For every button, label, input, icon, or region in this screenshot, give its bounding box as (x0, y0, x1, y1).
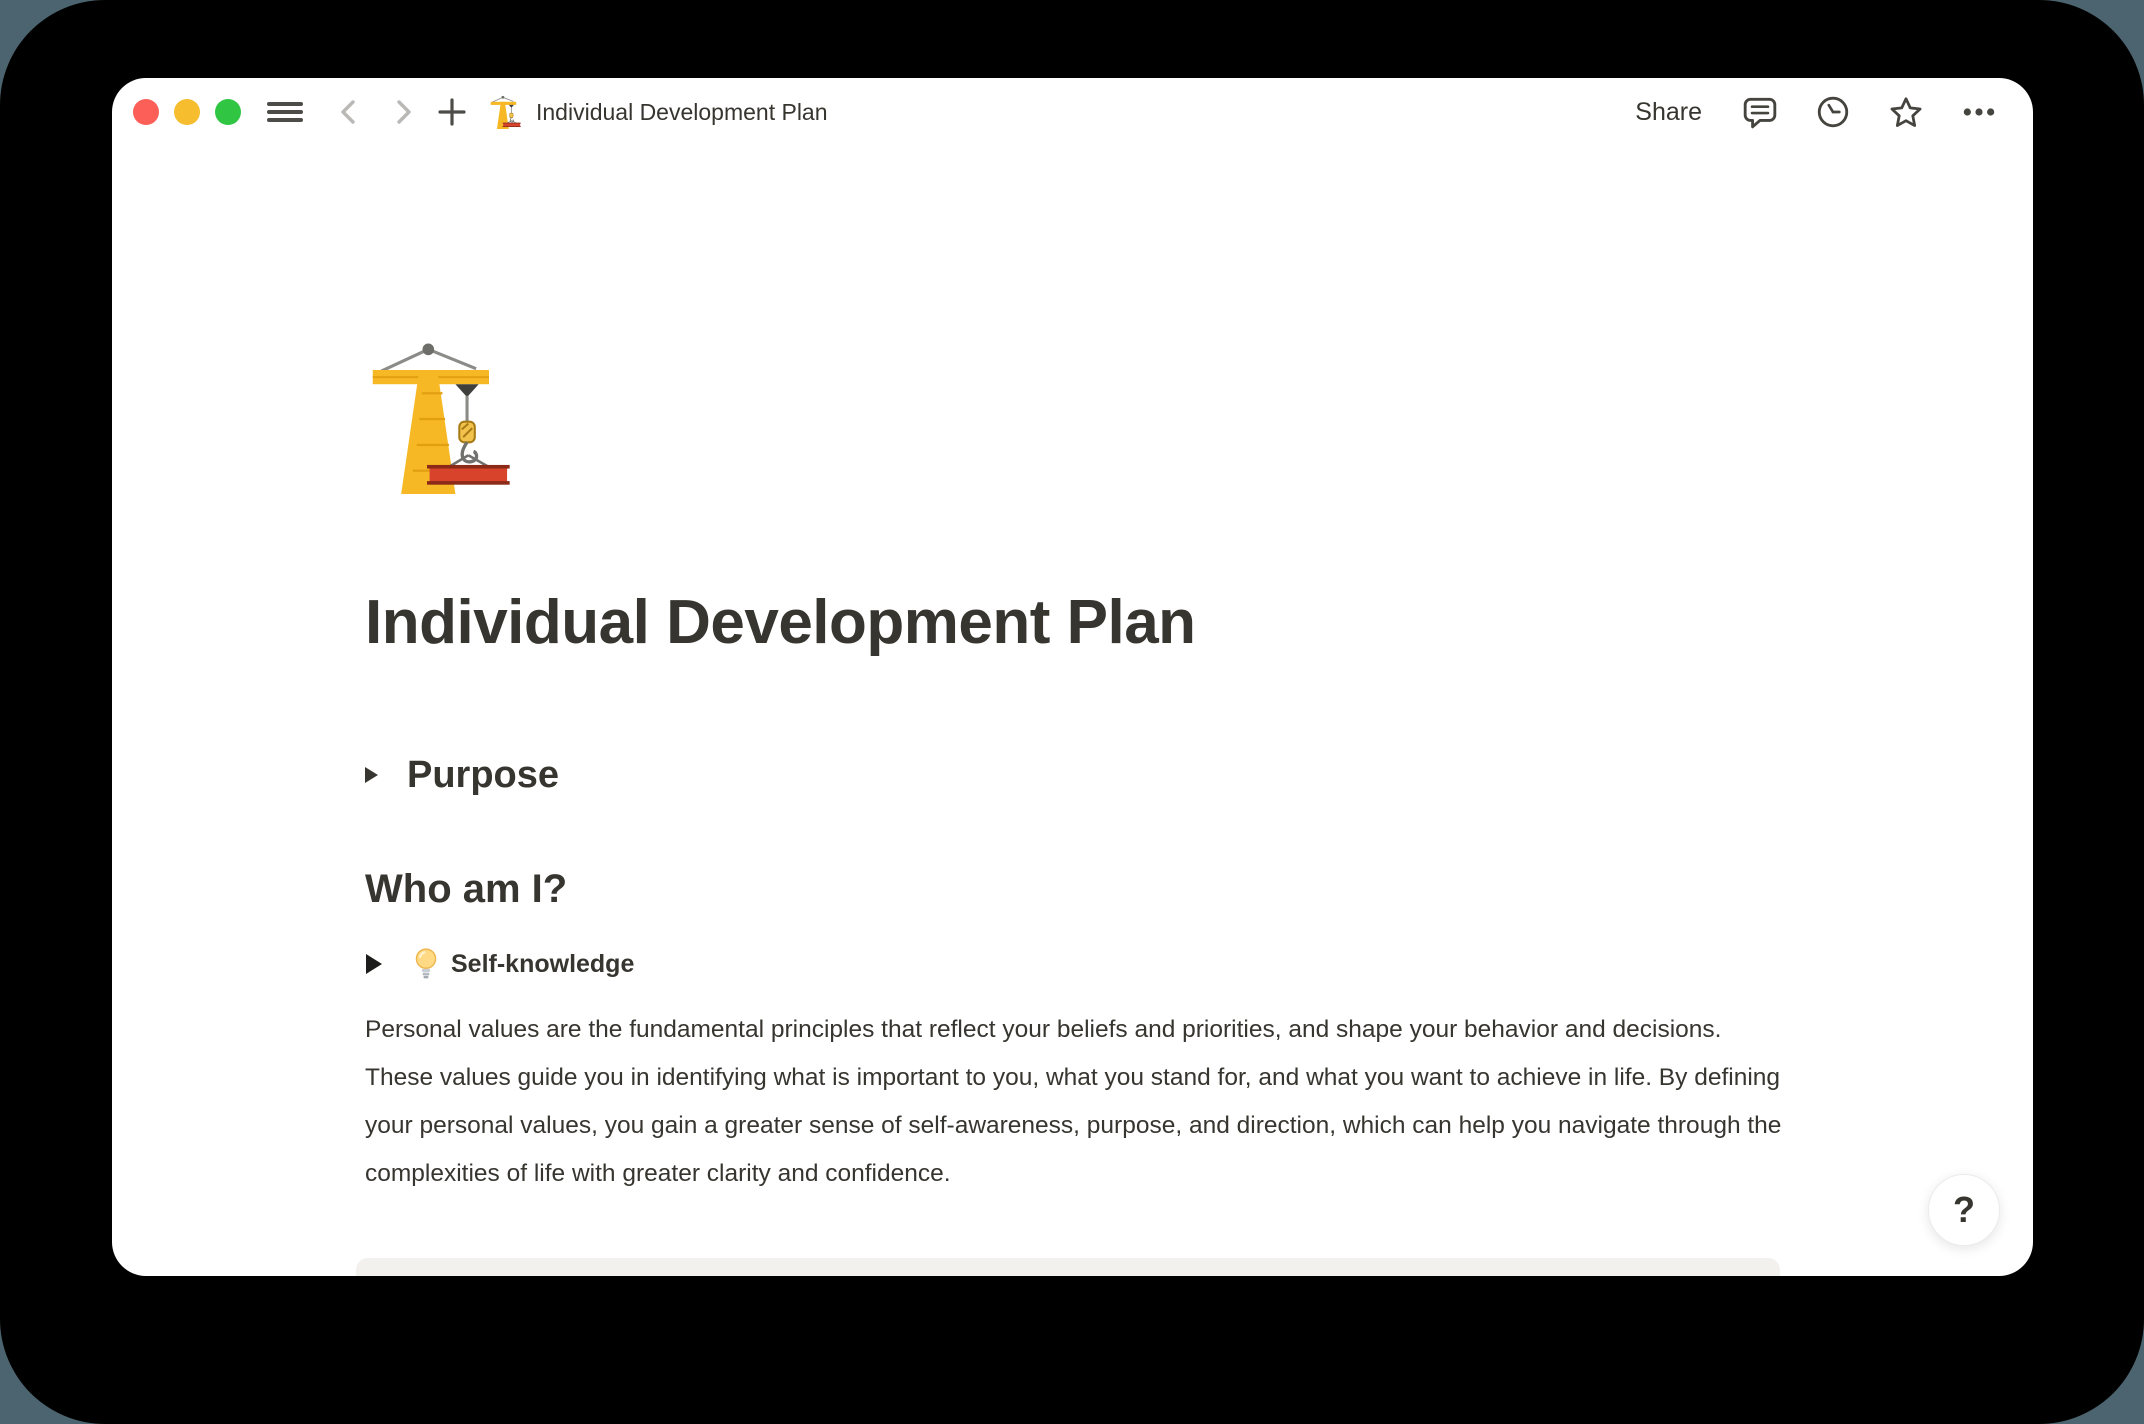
page-title: Individual Development Plan (365, 588, 1196, 657)
traffic-lights (133, 99, 241, 125)
minimize-window-button[interactable] (174, 99, 200, 125)
close-window-button[interactable] (133, 99, 159, 125)
crane-doc-icon (489, 95, 523, 129)
titlebar-right-icons (1742, 94, 1997, 130)
heading-who-am-i: Who am I? (365, 867, 568, 911)
partially-visible-block (356, 1258, 1780, 1276)
toggle-self-knowledge-label: Self-knowledge (451, 949, 635, 978)
hamburger-menu-icon[interactable] (267, 99, 303, 125)
ellipsis-more-icon[interactable] (1961, 94, 1997, 130)
zoom-window-button[interactable] (215, 99, 241, 125)
chevron-left-icon[interactable] (333, 95, 367, 129)
toggle-self-knowledge[interactable] (365, 942, 634, 986)
self-knowledge-paragraph: Personal values are the fundamental principles that reflect your beliefs and priorities, and shape your behavior and decisions. These values guide you in identifying what is important to you, what you stand for, and what you want to achieve in life. By defining your personal values, you gain a greater sense of self-awareness, purpose, and direction, which can help you navigate through the complexities of life with greater clarity and confidence. (365, 1016, 1782, 1187)
titlebar (112, 78, 2033, 146)
help-button[interactable]: ? (1928, 1174, 2000, 1246)
titlebar-document-title: Individual Development Plan (536, 98, 828, 125)
comment-icon[interactable] (1742, 94, 1778, 130)
star-favorite-icon[interactable] (1888, 94, 1924, 130)
chevron-right-icon[interactable] (385, 95, 419, 129)
toggle-triangle-icon[interactable] (365, 954, 382, 974)
clock-history-icon[interactable] (1815, 94, 1851, 130)
notion-window (112, 78, 2033, 1276)
toggle-purpose[interactable] (365, 750, 559, 800)
toggle-purpose-label: Purpose (407, 753, 560, 796)
share-button[interactable]: Share (1635, 97, 1702, 126)
page-icon-crane-emoji[interactable] (365, 339, 520, 494)
plus-new-tab-icon[interactable] (435, 95, 469, 129)
light-bulb-icon (413, 947, 439, 981)
toggle-triangle-icon[interactable] (365, 767, 378, 783)
